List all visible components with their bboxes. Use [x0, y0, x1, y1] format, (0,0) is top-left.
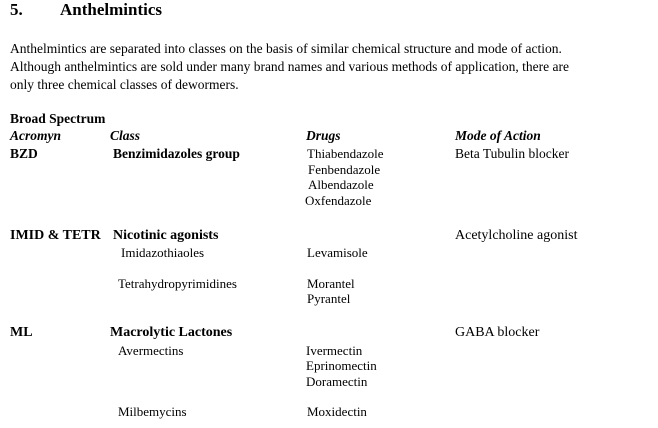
drug-name: Fenbendazole — [308, 162, 381, 177]
header-mode-of-action: Mode of Action — [455, 128, 541, 143]
section-number: 5. — [10, 0, 23, 19]
subclass-name: Imidazothiaoles — [121, 245, 205, 260]
row-class: Macrolytic Lactones — [110, 325, 233, 340]
intro-line: Although anthelmintics are sold under many brand names and various methods of application, there are — [10, 59, 569, 74]
drug-name: Moxidectin — [307, 404, 367, 419]
drug-name: Albendazole — [308, 177, 374, 192]
drug-name: Pyrantel — [307, 291, 351, 306]
subclass-name: Milbemycins — [118, 404, 187, 419]
row-mode-of-action: Beta Tubulin blocker — [455, 146, 569, 161]
row-class: Benzimidazoles group — [113, 146, 240, 161]
section-title: Anthelmintics — [60, 0, 162, 19]
row-mode-of-action: GABA blocker — [455, 325, 540, 340]
subclass-name: Tetrahydropyrimidines — [118, 276, 237, 291]
header-drugs: Drugs — [306, 128, 341, 143]
row-class: Nicotinic agonists — [113, 228, 219, 243]
drug-name: Levamisole — [307, 245, 368, 260]
row-acronym: ML — [10, 325, 33, 340]
drug-name: Doramectin — [306, 374, 368, 389]
intro-line: Anthelmintics are separated into classes on the basis of similar chemical structure and mode of action. — [10, 41, 562, 56]
drug-name: Eprinomectin — [306, 358, 377, 373]
row-acronym: BZD — [10, 146, 38, 161]
row-acronym: IMID & TETR — [10, 228, 101, 243]
drug-name: Ivermectin — [306, 343, 363, 358]
drug-name: Thiabendazole — [307, 146, 384, 161]
header-acronym: Acromyn — [10, 128, 62, 143]
drug-name: Oxfendazole — [305, 193, 372, 208]
header-class: Class — [110, 128, 141, 143]
subclass-name: Avermectins — [118, 343, 184, 358]
row-mode-of-action: Acetylcholine agonist — [455, 228, 578, 243]
intro-line: only three chemical classes of dewormers. — [10, 77, 239, 92]
table-caption: Broad Spectrum — [10, 111, 106, 126]
drug-name: Morantel — [307, 276, 355, 291]
